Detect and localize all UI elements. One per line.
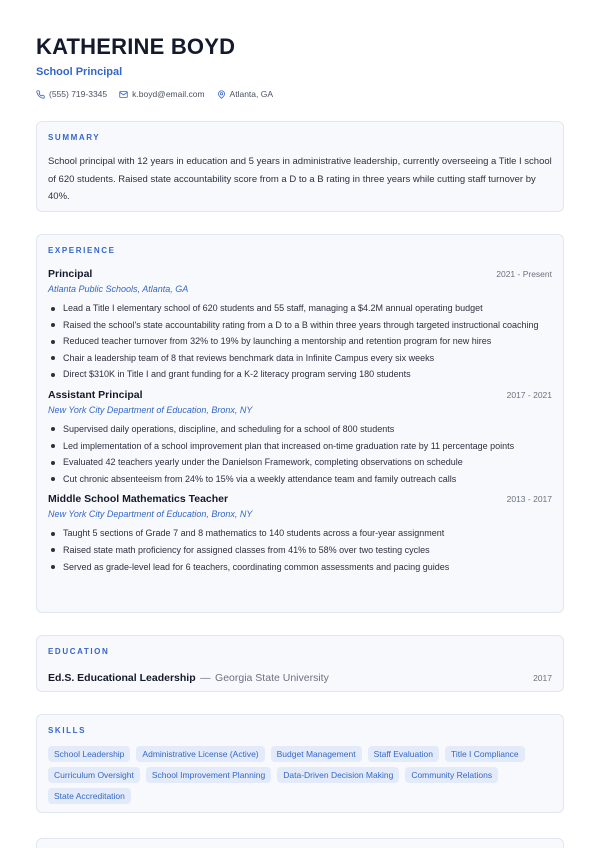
bullet-item: Evaluated 42 teachers yearly under the Danielson Framework, completing observations on schedule bbox=[48, 454, 552, 471]
contact-phone bbox=[36, 89, 107, 99]
email-text: k.boyd@email.com bbox=[132, 89, 205, 99]
bullet-item: Raised the school's state accountability rating from a D to a B within three years through targeted instructional coaching bbox=[48, 317, 552, 334]
job-title: Principal bbox=[48, 268, 93, 280]
location-text: Atlanta, GA bbox=[229, 89, 274, 99]
bullet-item: Lead a Title I elementary school of 620 students and 55 staff, managing a $4.2M annual operating budget bbox=[48, 300, 552, 317]
skill-tag: Administrative License (Active) bbox=[136, 746, 264, 762]
bullet-item: Served as grade-level lead for 6 teachers, coordinating common assessments and pacing guides bbox=[48, 559, 552, 576]
skill-tag: School Improvement Planning bbox=[146, 767, 271, 783]
skill-tag: Budget Management bbox=[271, 746, 362, 762]
job-entry bbox=[48, 493, 552, 575]
phone-text: (555) 719-3345 bbox=[49, 89, 108, 99]
education-degree: Ed.S. Educational Leadership bbox=[48, 672, 196, 684]
bullet-item: Raised state math proficiency for assigned classes from 41% to 58% over two testing cycles bbox=[48, 542, 552, 559]
summary-section bbox=[36, 121, 564, 212]
skill-tag: School Leadership bbox=[48, 746, 130, 762]
resume-header bbox=[36, 0, 564, 99]
job-bullets bbox=[48, 525, 552, 575]
job-header bbox=[48, 389, 552, 401]
candidate-role: School Principal bbox=[36, 66, 123, 78]
education-year: 2017 bbox=[533, 673, 552, 683]
skills-title: SKILLS bbox=[48, 726, 87, 735]
mail-icon bbox=[119, 90, 128, 99]
experience-title: EXPERIENCE bbox=[48, 246, 116, 255]
phone-icon bbox=[36, 90, 45, 99]
candidate-name: KATHERINE BOYD bbox=[36, 34, 236, 59]
bullet-item: Reduced teacher turnover from 32% to 19% by launching a mentorship and retention program for new hires bbox=[48, 333, 552, 350]
skill-tag: Community Relations bbox=[405, 767, 498, 783]
next-section-partial bbox=[36, 838, 564, 848]
skill-tag: State Accreditation bbox=[48, 788, 131, 804]
job-organization: New York City Department of Education, Bronx, NY bbox=[48, 404, 253, 415]
bullet-item: Chair a leadership team of 8 that reviews benchmark data in Infinite Campus every six weeks bbox=[48, 350, 552, 367]
skills-list bbox=[48, 746, 552, 804]
job-organization: Atlanta Public Schools, Atlanta, GA bbox=[48, 284, 189, 294]
skill-tag: Data-Driven Decision Making bbox=[277, 767, 399, 783]
education-entry bbox=[48, 668, 552, 686]
job-bullets bbox=[48, 300, 552, 383]
education-title: EDUCATION bbox=[48, 647, 110, 656]
bullet-item: Supervised daily operations, discipline, and scheduling for a school of 800 students bbox=[48, 421, 552, 438]
bullet-item: Taught 5 sections of Grade 7 and 8 mathematics to 140 students across a four-year assignment bbox=[48, 525, 552, 542]
summary-text: School principal with 12 years in education and 5 years in administrative leadership, currently overseeing a Title I school of 620 students. Raised state accountability score from a D to a B rating in three years while cutting staff turnover by 40%. bbox=[48, 156, 552, 202]
job-title: Middle School Mathematics Teacher bbox=[48, 493, 229, 506]
bullet-item: Direct $310K in Title I and grant funding for a K-2 literacy program serving 180 students bbox=[48, 366, 552, 383]
bullet-item: Cut chronic absenteeism from 24% to 15% via a weekly attendance team and family outreach calls bbox=[48, 471, 552, 488]
education-separator: — bbox=[200, 672, 211, 684]
job-header bbox=[48, 493, 552, 505]
job-dates: 2017 - 2021 bbox=[506, 389, 552, 400]
summary-title: SUMMARY bbox=[48, 133, 101, 142]
contact-row bbox=[36, 89, 564, 99]
job-entry bbox=[48, 389, 552, 487]
job-dates: 2021 - Present bbox=[496, 269, 552, 279]
job-organization: New York City Department of Education, Bronx, NY bbox=[48, 509, 253, 520]
education-section bbox=[36, 635, 564, 692]
contact-location bbox=[217, 89, 273, 99]
job-title: Assistant Principal bbox=[48, 388, 143, 401]
skill-tag: Curriculum Oversight bbox=[48, 767, 140, 783]
job-entry bbox=[48, 268, 552, 383]
map-pin-icon bbox=[217, 90, 226, 99]
job-dates: 2013 - 2017 bbox=[506, 494, 552, 505]
skills-section bbox=[36, 714, 564, 813]
contact-email bbox=[119, 89, 204, 99]
bullet-item: Led implementation of a school improvement plan that increased on-time graduation rate by 11 percentage points bbox=[48, 438, 552, 455]
job-bullets bbox=[48, 421, 552, 487]
experience-section bbox=[36, 234, 564, 613]
skill-tag: Title I Compliance bbox=[445, 746, 525, 762]
job-header bbox=[48, 268, 552, 280]
education-school: Georgia State University bbox=[215, 672, 329, 684]
skill-tag: Staff Evaluation bbox=[368, 746, 439, 762]
